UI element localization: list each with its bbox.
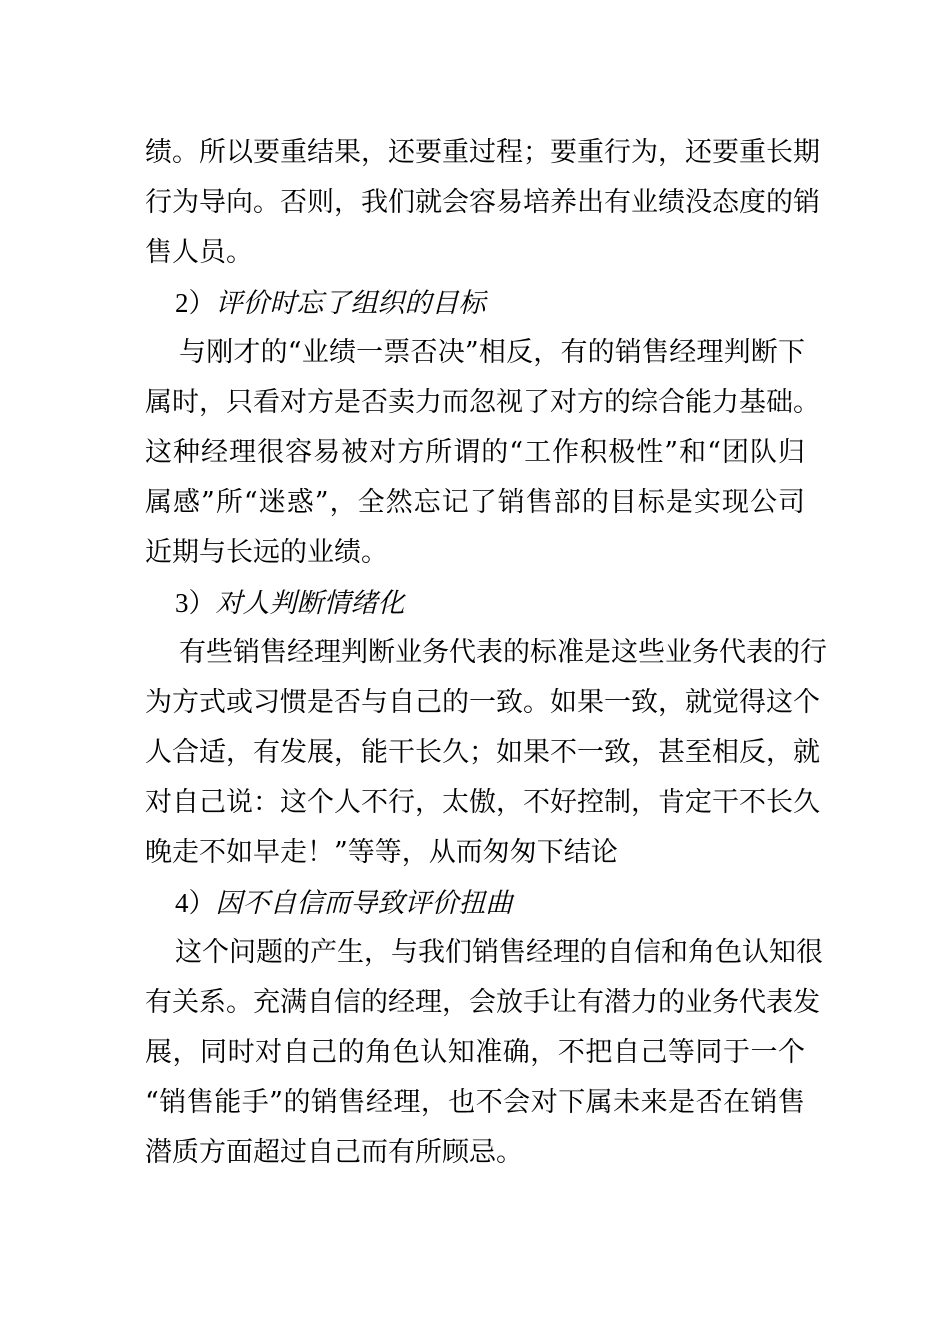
text-line: “销售能手”的销售经理，也不会对下属未来是否在销售: [145, 1087, 805, 1118]
section-heading-4: [145, 878, 805, 928]
text-line: 为方式或习惯是否与自己的一致。如果一致，就觉得这个: [145, 687, 820, 718]
text-line: 这个问题的产生，与我们销售经理的自信和角色认知很: [175, 937, 823, 968]
section-heading-3: [145, 578, 805, 628]
text-line: 晚走不如早走！”等等，从而匆匆下结论: [145, 837, 618, 868]
text-line: 有些销售经理判断业务代表的标准是这些业务代表的行: [179, 637, 827, 668]
heading-number: 2）: [175, 288, 216, 318]
text-line: 属感”所“迷惑”，全然忘记了销售部的目标是实现公司: [145, 487, 805, 518]
text-line: 行为导向。否则，我们就会容易培养出有业绩没态度的销: [145, 187, 820, 218]
paragraph-3: [145, 628, 827, 878]
heading-text: 对人判断情绪化: [215, 588, 405, 619]
text-line: 潜质方面超过自己而有所顾忌。: [145, 1137, 523, 1168]
heading-text: 因不自信而导致评价扭曲: [215, 888, 513, 919]
text-line: 有关系。充满自信的经理，会放手让有潜力的业务代表发: [145, 987, 820, 1018]
heading-text: 评价时忘了组织的目标: [215, 288, 486, 319]
text-line: 对自己说：这个人不行，太傲，不好控制，肯定干不长久: [145, 787, 820, 818]
heading-number: 4）: [175, 888, 216, 918]
text-line: 售人员。: [145, 237, 253, 268]
text-line: 近期与长远的业绩。: [145, 537, 388, 568]
document-body: [145, 128, 827, 1178]
text-line: 人合适，有发展，能干长久；如果不一致，甚至相反，就: [145, 737, 820, 768]
paragraph-continuation: [145, 128, 820, 278]
text-line: 与刚才的“业绩一票否决”相反，有的销售经理判断下: [179, 337, 805, 368]
text-line: 这种经理很容易被对方所谓的“工作积极性”和“团队归: [145, 437, 805, 468]
section-heading-2: [145, 278, 805, 328]
paragraph-2: [145, 328, 820, 578]
text-line: 属时，只看对方是否卖力而忽视了对方的综合能力基础。: [145, 387, 820, 418]
heading-number: 3）: [175, 588, 216, 618]
text-line: 展，同时对自己的角色认知准确，不把自己等同于一个: [145, 1037, 805, 1068]
text-line: 绩。所以要重结果，还要重过程；要重行为，还要重长期: [145, 137, 820, 168]
paragraph-4: [145, 928, 823, 1178]
